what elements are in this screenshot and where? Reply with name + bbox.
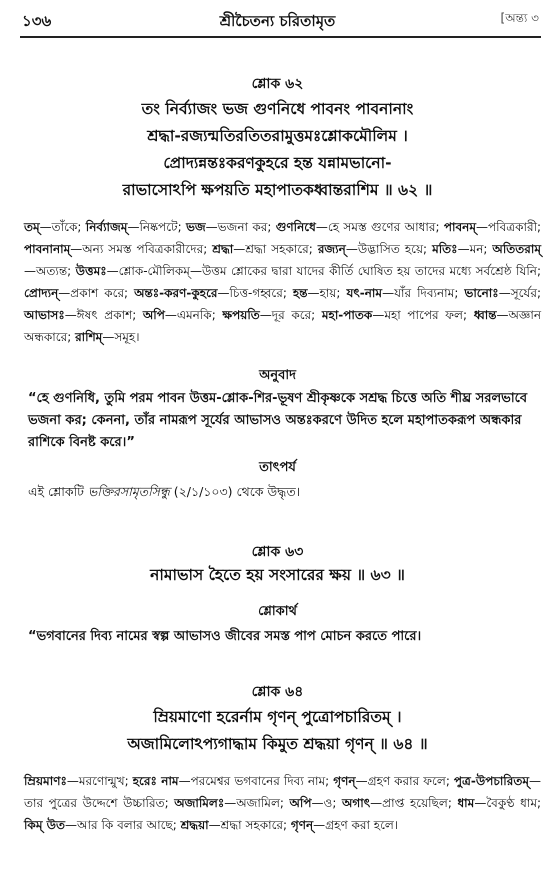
synonym-word: অজামিলঃ <box>174 796 225 810</box>
synonym-word: অতিতরাম্ <box>492 242 541 256</box>
synonym-word: উত্তমঃ <box>75 264 107 278</box>
synonym-word: ভজ <box>185 220 206 234</box>
synonym-word: গুণনিধে <box>275 220 316 234</box>
synonym-meaning: বৈকুণ্ঠ ধাম <box>486 796 537 810</box>
running-title: শ্রীচৈতন্য চরিতামৃত <box>219 12 336 30</box>
synonym-word: যৎ-নাম <box>346 286 383 300</box>
synonym-meaning: গ্রহণ করা হলে। <box>325 818 399 832</box>
synonym-word: রজ্যন্ <box>317 242 346 256</box>
verse-line: রাভাসোঽপি ক্ষপয়তি মহাপাতকধ্বান্তরাশিম ॥ ৬২ ॥ <box>122 181 433 199</box>
synonym-word: আভাসঃ <box>24 308 65 322</box>
verse-64-heading: শ্লোক ৬৪ <box>251 684 304 700</box>
synonym-meaning: ঈষৎ প্রকাশ <box>76 308 133 322</box>
synonym-word: গৃণন্ <box>290 818 314 832</box>
verse-line: অজামিলোঽপ্যগাদ্ধাম কিমুত শ্রদ্ধয়া গৃণন্ ॥ ৬৪ ॥ <box>127 735 428 753</box>
synonym-word: অগাৎ <box>341 796 371 810</box>
synonym-meaning: শ্লোক-মৌলিকম্‌—উত্তম শ্লোকের দ্বারা যাদের কীর্তি ঘোষিত হয় তাদের মধ্যে সর্বশ্রেষ্ঠ যিনি <box>118 264 537 278</box>
synonym-meaning: সূর্যের <box>510 286 537 300</box>
synonym-meaning: প্রকাশ করে <box>70 286 125 300</box>
translation-heading: অনুবাদ <box>259 368 296 383</box>
synonym-meaning: তাঁকে <box>51 220 78 234</box>
synonym-word: অপি <box>289 796 312 810</box>
verse-line: শ্রদ্ধা-রজ্যন্মতিরতিতরামুত্তমঃশ্লোকমৌলিম । <box>147 127 408 145</box>
synonym-word: গৃণন্ <box>333 774 356 788</box>
synonym-meaning: ও <box>323 796 333 810</box>
synonym-meaning: শ্রদ্ধা সহকারে <box>220 818 283 832</box>
synonym-meaning: হে সমস্ত গুণের আধার <box>327 220 436 234</box>
verse-62-heading: শ্লোক ৬২ <box>251 76 304 92</box>
synonym-word: মহা-পাতক <box>321 308 373 322</box>
synonym-word: ম্রিয়মাণঃ <box>24 774 67 788</box>
synonym-word: পাবনানাম্ <box>24 242 71 256</box>
page-number: ১৩৬ <box>22 12 52 30</box>
synonym-meaning: এমনকি <box>176 308 212 322</box>
synonym-meaning: অত্যন্ত <box>36 264 68 278</box>
synonym-word: প্রোদ্যন্ <box>24 286 59 300</box>
synonym-meaning: ভজনা কর <box>217 220 268 234</box>
verse-62-text <box>0 96 555 204</box>
purport-text: (২/১/১০৩) থেকে উদ্ধৃত। <box>169 484 301 499</box>
verse-63-meaning: “ভগবানের দিব্য নামের স্বল্প আভাসও জীবের সমস্ত পাপ মোচন করতে পারে। <box>28 629 422 644</box>
header-rule <box>20 36 541 38</box>
synonym-meaning: মন <box>469 242 484 256</box>
verse-63-heading: শ্লোক ৬৩ <box>251 544 304 560</box>
verse-63-text: নামাভাস হৈতে হয় সংসারের ক্ষয় ॥ ৬৩ ॥ <box>150 566 405 584</box>
synonym-word: ধাম <box>457 796 475 810</box>
synonyms-64: ম্রিয়মাণঃ—মরণোন্মুখ; হরেঃ নাম—পরমেশ্বর ভগবানের দিব্য নাম; গৃণন্—গ্রহণ করার ফলে; পুত্র-উপচারিতম্—তার পুত্রের উদ্দেশে উচ্চারিত; অজামিলঃ—অজামিল; অপি—ও; অগাৎ—প্রাপ্ত হয়েছিল; ধাম—বৈকুণ্ঠ ধাম; কিম্ উত—আর কি বলার আছে; শ্রদ্ধয়া—শ্রদ্ধা সহকারে; গৃণন্—গ্রহণ করা হলে। <box>24 774 542 832</box>
synonym-meaning: তার পুত্রের উদ্দেশে উচ্চারিত <box>24 796 165 810</box>
synonym-word: অন্তঃ-করণ-কুহরে <box>134 286 218 300</box>
verse-line: তং নির্ব্যাজং ভজ গুণনিধে পাবনং পাবনানাং <box>141 100 414 118</box>
synonym-meaning: গ্রহণ করার ফলে <box>367 774 446 788</box>
synonym-word: নির্ব্যাজম্ <box>85 220 128 234</box>
synonym-meaning: নিষ্কপটে <box>139 220 178 234</box>
verse-64-text <box>0 704 555 758</box>
synonyms-62: তম্—তাঁকে; নির্ব্যাজম্—নিষ্কপটে; ভজ—ভজনা কর; গুণনিধে—হে সমস্ত গুণের আধার; পাবনম্—পবিত্রকারী; পাবনানাম্—অন্য সমস্ত পবিত্রকারীদের; শ্রদ্ধা—শ্রদ্ধা সহকারে; রজ্যন্—উদ্ভাসিত হয়ে; মতিঃ—মন; অতিতরাম্—অত্যন্ত; উত্তমঃ—শ্লোক-মৌলিকম্‌—উত্তম শ্লোকের দ্বারা যাদের কীর্তি ঘোষিত হয় তাদের মধ্যে সর্বশ্রেষ্ঠ যিনি; প্রোদ্যন্—প্রকাশ করে; অন্তঃ-করণ-কুহরে—চিত্ত-গহ্বরে; হন্ত—হায়; যৎ-নাম—যাঁর দিব্যনাম; ভানোঃ—সূর্যের; আভাসঃ—ঈষৎ প্রকাশ; অপি—এমনকি; ক্ষপয়তি—দূর করে; মহা-পাতক—মহা পাপের ফল; ধ্বান্ত—অজ্ঞান অন্ধকারে; রাশিম্—সমূহ। <box>24 220 542 344</box>
synonym-meaning: আর কি বলার আছে <box>77 818 173 832</box>
synonym-meaning: অন্য সমস্ত পবিত্রকারীদের <box>82 242 204 256</box>
synonym-word: ভানোঃ <box>464 286 499 300</box>
purport-source: ভক্তিরসামৃতসিন্ধু <box>87 484 170 499</box>
synonym-meaning: পবিত্রকারী <box>488 220 537 234</box>
synonym-meaning: হায় <box>319 286 337 300</box>
chapter-mark: [অন্ত্য ৩ <box>500 11 539 25</box>
synonym-meaning: যাঁর দিব্যনাম <box>394 286 455 300</box>
synonym-word: কিম্ উত <box>24 818 66 832</box>
purport-heading: তাৎপর্য <box>259 460 296 475</box>
synonym-word: পুত্র-উপচারিতম্ <box>453 774 529 788</box>
verse-63-meaning-heading: শ্লোকার্থ <box>258 604 297 619</box>
synonym-meaning: শ্রদ্ধা সহকারে <box>245 242 309 256</box>
synonym-meaning: পরমেশ্বর ভগবানের দিব্য নাম <box>190 774 326 788</box>
synonym-word: অপি <box>142 308 165 322</box>
purport-text: এই শ্লোকটি <box>28 484 88 499</box>
synonym-meaning: চিত্ত-গহ্বরে <box>229 286 283 300</box>
synonym-word: রাশিম্ <box>75 330 103 344</box>
synonym-meaning: অজামিল <box>236 796 280 810</box>
verse-line: ম্রিয়মাণো হরের্নাম গৃণন্ পুত্রোপচারিতম্ । <box>153 708 402 726</box>
synonym-meaning: উদ্ভাসিত হয়ে <box>357 242 424 256</box>
synonym-word: হরেঃ নাম <box>132 774 179 788</box>
synonym-meaning: দূর করে <box>271 308 312 322</box>
synonym-word: শ্রদ্ধয়া <box>180 818 209 832</box>
verse-line: প্রোদ্যন্নন্তঃকরণকুহরে হন্ত যন্নামভানো- <box>163 154 392 172</box>
synonym-meaning: অজ্ঞান অন্ধকারে <box>24 308 542 344</box>
synonym-word: ক্ষপয়তি <box>222 308 260 322</box>
synonym-word: হন্ত <box>292 286 308 300</box>
translation-62-text: “হে গুণনিধি, তুমি পরম পাবন উত্তম-শ্লোক-শির-ভূষণ শ্রীকৃষ্ণকে সশ্রদ্ধ চিত্তে অতি শীঘ্র সরলভাবে ভজনা কর; কেননা, তাঁর নামরূপ সূর্যের আভাসও অন্তঃকরণে উদিত হলে মহাপাতকরূপ অন্ধকার রাশিকে বিনষ্ট করে।” <box>28 391 528 450</box>
synonym-word: মতিঃ <box>432 242 458 256</box>
synonym-word: পাবনম্ <box>443 220 477 234</box>
synonym-meaning: সমূহ। <box>114 330 140 344</box>
synonym-meaning: মহা পাপের ফল <box>384 308 463 322</box>
synonym-word: তম্ <box>24 220 40 234</box>
synonym-meaning: প্রাপ্ত হয়েছিল <box>382 796 448 810</box>
purport-62-text <box>28 482 541 502</box>
synonym-word: ধ্বান্ত <box>473 308 497 322</box>
synonym-word: শ্রদ্ধা <box>212 242 234 256</box>
synonym-meaning: মরণোন্মুখ <box>78 774 125 788</box>
page-header <box>0 8 555 38</box>
